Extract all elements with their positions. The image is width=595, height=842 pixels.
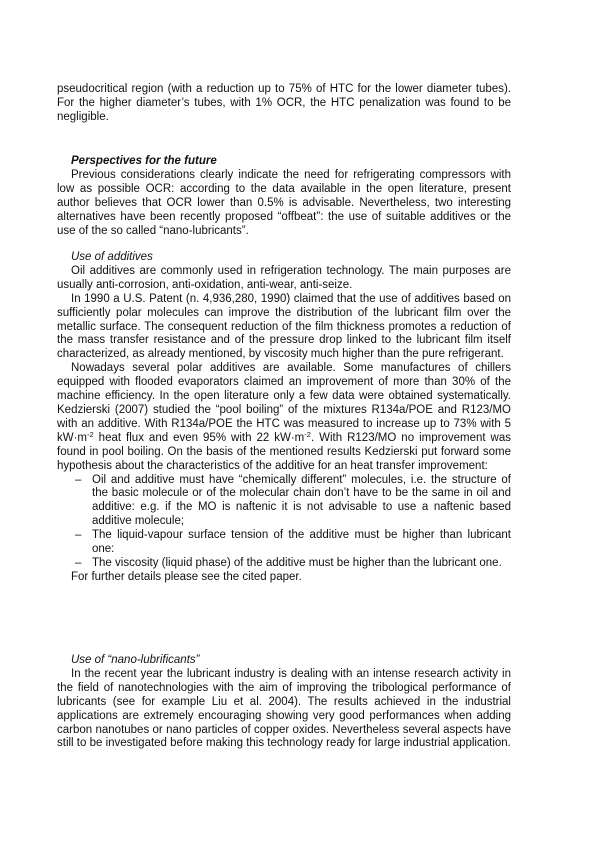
- superscript-exponent-2: -2: [304, 429, 311, 439]
- list-item: [57, 474, 511, 530]
- additive-hypotheses-list: [57, 474, 511, 571]
- intro-section: [57, 83, 511, 125]
- additives-paragraph-1: Oil additives are commonly used in refrigeration technology. The main purposes are usually anti-corrosion, anti-oxidation, anti-wear, anti-seize.: [57, 264, 511, 291]
- additives-section: [57, 251, 511, 585]
- additives-paragraph-3: [57, 362, 511, 473]
- list-item-text: The liquid-vapour surface tension of the additive must be higher than lubricant one:: [92, 529, 511, 556]
- additives-paragraph-2: In 1990 a U.S. Patent (n. 4,936,280, 1990) claimed that the use of additives based on sufficiently polar molecules can improve the distribution of the lubricant film over the metallic surface. The consequent reduction of the film thickness promotes a reduction of the mass transfer resistance and of the pressure drop linked to the lubricant film itself characterized, as already mentioned, by viscosity much higher than the pure refrigerant.: [57, 292, 511, 361]
- dash-bullet: –: [75, 529, 82, 542]
- dash-bullet: –: [75, 473, 82, 486]
- nano-heading: Use of “nano-lubrificants”: [71, 654, 200, 666]
- additives-p3-part-a: Nowadays several polar additives are available. Some manufactures of chillers equipped with flooded evaporators claimed an improvement of more than 30% of the machine efficiency. In the open literature only a few data were obtained systematically. Kedzierski (2007) studied the “pool boiling” of the mixtures R134a/POE and R123/MO with an additive. With R134a/POE the HTC was measured to increase up to 73% with 5 kW·m: [57, 362, 511, 444]
- nano-paragraph: In the recent year the lubricant industry is dealing with an intense research activity in the field of nanotechnologies with the aim of improving the tribological performance of lubricants (see for example Liu et al. 2004). The results achieved in the industrial applications are extremely encouraging showing very good performances when adding carbon nanotubes or nano particles of copper oxides. Nevertheless several aspects have still to be investigated before making this technology ready for large industrial application.: [57, 667, 511, 750]
- list-item: [57, 529, 511, 557]
- perspectives-section: [57, 155, 511, 238]
- list-item-text: The viscosity (liquid phase) of the additive must be higher than the lubricant one.: [92, 556, 502, 569]
- list-item-text: Oil and additive must have “chemically different” molecules, i.e. the structure of the basic molecule or of the molecular chain don’t have to be the same in oil and additive: e.g. if the MO is naftenic it is not advisable to use a naftenic based additive molecule;: [92, 473, 511, 528]
- superscript-exponent-1: -2: [87, 429, 94, 439]
- perspectives-heading: Perspectives for the future: [71, 155, 217, 167]
- dash-bullet: –: [75, 556, 82, 569]
- list-item: [57, 557, 511, 571]
- additives-p3-part-c: . With R123/MO no improvement was found in pool boiling. On the basis of the mentioned results Kedzierski put forward some hypothesis about the characteristics of the additive for an heat transfer improvement:: [57, 431, 511, 472]
- additives-closing: For further details please see the cited paper.: [71, 570, 302, 583]
- perspectives-paragraph: Previous considerations clearly indicate the need for refrigerating compressors with low as possible OCR: according to the data available in the open literature, present author believes that OCR lower than 0.5% is advisable. Nevertheless, two interesting alternatives have been recently proposed “offbeat”: the use of suitable additives or the use of the so called “nano-lubricants”.: [57, 168, 511, 237]
- intro-paragraph: pseudocritical region (with a reduction up to 75% of HTC for the lower diameter tubes). For the higher diameter’s tubes, with 1% OCR, the HTC penalization was found to be negligible.: [57, 83, 511, 123]
- additives-p3-part-b: heat flux and even 95% with 22 kW·m: [93, 431, 305, 444]
- additives-heading: Use of additives: [71, 251, 153, 263]
- nano-section: [57, 654, 511, 751]
